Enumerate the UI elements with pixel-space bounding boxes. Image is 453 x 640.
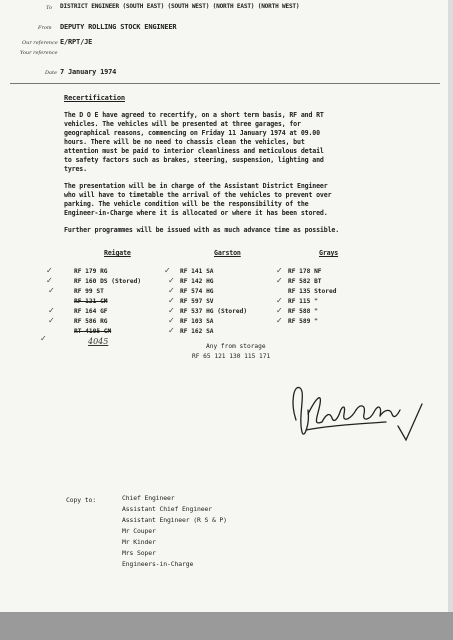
vehicle-row: RF 115 ": [288, 298, 318, 305]
vehicle-row: RF 574 HG: [180, 288, 214, 295]
check-mark-icon: ✓: [168, 276, 175, 285]
check-mark-icon: ✓: [276, 316, 283, 325]
vehicle-row: RF 586 RG: [74, 318, 108, 325]
scan-border: [0, 612, 453, 640]
copy-recipient: Chief Engineer: [122, 494, 175, 502]
from-value: DEPUTY ROLLING STOCK ENGINEER: [60, 23, 177, 31]
check-mark-icon: ✓: [46, 266, 53, 275]
check-mark-icon: ✓: [48, 306, 55, 315]
header-divider: [10, 83, 440, 84]
vehicle-row: RF 582 BT: [288, 278, 322, 285]
check-mark-icon: ✓: [48, 286, 55, 295]
vehicle-row: RF 135 Stored: [288, 288, 337, 295]
copy-recipient: Mr Kinder: [122, 538, 156, 546]
vehicle-row: RF 597 SV: [180, 298, 214, 305]
vehicle-row: RF 142 HG: [180, 278, 214, 285]
vehicle-row: RF 179 RG: [74, 268, 108, 275]
copy-recipient: Engineers-in-Charge: [122, 560, 194, 568]
vehicle-row: RF 164 GF: [74, 308, 108, 315]
copy-recipient: Mrs Soper: [122, 549, 156, 557]
memo-title: Recertification: [64, 94, 125, 102]
paragraph-line: The D O E have agreed to recertify, on a short term basis, RF and RT: [64, 111, 324, 119]
paragraph-line: Engineer-in-Charge where it is allocated or where it has been stored.: [64, 209, 328, 217]
paragraph-line: tyres.: [64, 165, 87, 173]
vehicle-row: RF 537 HG (Stored): [180, 308, 248, 315]
date-label: Date: [45, 70, 57, 76]
vehicle-row: RF 99 ST: [74, 288, 104, 295]
copy-to-label: Copy to:: [66, 496, 96, 504]
check-mark-icon: ✓: [276, 276, 283, 285]
vehicle-row-struck: RF 121 CM: [74, 298, 108, 305]
vehicle-row: RF 589 ": [288, 318, 318, 325]
copy-recipient: Assistant Engineer (R S & P): [122, 516, 227, 524]
vehicle-row: RF 178 NF: [288, 268, 322, 275]
your-reference-label: Your reference: [20, 50, 58, 56]
storage-note-list: RF 65 121 130 115 171: [192, 353, 271, 360]
vehicle-row: RF 141 SA: [180, 268, 214, 275]
check-mark-icon: ✓: [168, 326, 175, 335]
storage-note-label: Any from storage: [206, 343, 266, 350]
check-mark-icon: ✓: [276, 266, 283, 275]
check-mark-icon: ✓: [46, 276, 53, 285]
paragraph-line: attention must be paid to interior cleanliness and meticulous detail: [64, 147, 324, 155]
check-mark-icon: ✓: [168, 316, 175, 325]
signature-icon: [286, 374, 426, 454]
check-mark-icon: ✓: [164, 266, 171, 275]
paragraph-line: vehicles. The vehicles will be presented at three garages, for: [64, 120, 301, 128]
paragraph-line: to safety factors such as brakes, steering, suspension, lighting and: [64, 156, 324, 164]
check-mark-icon: ✓: [276, 306, 283, 315]
copy-recipient: Assistant Chief Engineer: [122, 505, 212, 513]
vehicle-row: RF 160 DS (Stored): [74, 278, 142, 285]
paragraph-line: who will have to timetable the arrival of the vehicles to prevent over: [64, 191, 332, 199]
scan-edge: [448, 0, 453, 612]
our-reference-value: E/RPT/JE: [60, 38, 93, 46]
from-label: From: [38, 25, 52, 31]
check-mark-icon: ✓: [276, 296, 283, 305]
check-mark-icon: ✓: [168, 296, 175, 305]
to-value: DISTRICT ENGINEER (SOUTH EAST) (SOUTH WEST) (NORTH EAST) (NORTH WEST): [60, 3, 300, 10]
paragraph-line: The presentation will be in charge of the Assistant District Engineer: [64, 182, 328, 190]
vehicle-row-struck: RT 4105 CM: [74, 328, 112, 335]
paragraph-line: Further programmes will be issued with as much advance time as possible.: [64, 226, 340, 234]
paragraph-line: hours. There will be no need to chassis clean the vehicles, but: [64, 138, 305, 146]
handwritten-fleet-number: 4045: [88, 337, 109, 346]
check-mark-icon: ✓: [168, 286, 175, 295]
date-value: 7 January 1974: [60, 68, 117, 76]
check-mark-icon: ✓: [40, 334, 47, 343]
vehicle-row: RF 588 ": [288, 308, 318, 315]
check-mark-icon: ✓: [168, 306, 175, 315]
paragraph-line: parking. The vehicle condition will be the responsibility of the: [64, 200, 309, 208]
our-reference-label: Our reference: [22, 40, 58, 46]
garage-heading-reigate: Reigate: [104, 249, 131, 257]
copy-recipient: Mr Couper: [122, 527, 156, 535]
check-mark-icon: ✓: [48, 316, 55, 325]
vehicle-row: RF 162 SA: [180, 328, 214, 335]
garage-heading-grays: Grays: [319, 249, 339, 257]
to-label: To: [46, 5, 52, 11]
garage-heading-garston: Garston: [214, 249, 241, 257]
vehicle-row: RF 103 SA: [180, 318, 214, 325]
paragraph-line: geographical reasons, commencing on Friday 11 January 1974 at 09.00: [64, 129, 320, 137]
